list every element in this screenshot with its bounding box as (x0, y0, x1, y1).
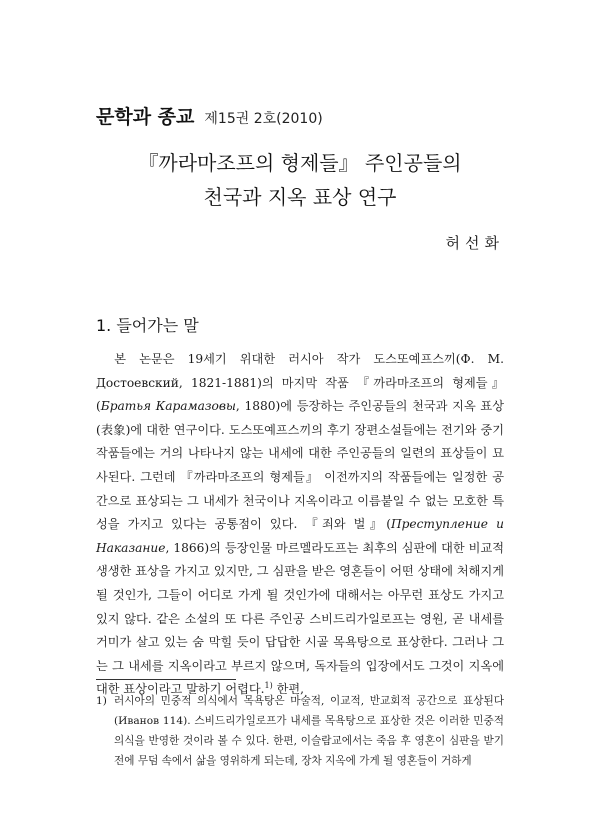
section-heading: 1. 들어가는 말 (96, 316, 199, 335)
body-text-part-a: 본 논문은 19세기 위대한 러시아 작가 도스또예프스끼(Ф. М. Достоевский, 1821-1881)의 마지막 작품 『까라마조프의 형제들』( (96, 352, 504, 414)
work-title-russian: Братья Карамазовы (100, 399, 236, 414)
footnote (96, 691, 504, 771)
footnote-reference[interactable]: 1) (264, 681, 273, 691)
body-text-part-b: , 1880)에 등장하는 주인공들의 천국과 지옥 표상(表象)에 대한 연구이다. 도스또예프스끼의 후기 장편소설들에는 전기와 중기 작품들에는 거의 나타나지 않는 내세에 대한 주인공들의 일련의 표상들이 묘사된다. 그런데 『까라마조프의 형제들』 이전까지의 작품들에는 일정한 공간으로 표상되는 그 내세가 천국이나 지옥이라고 이름붙일 수 없는 모호한 특성을 가지고 있다는 공통점이 있다. 『죄와 벌』( (96, 399, 504, 532)
author-name: 허선화 (445, 234, 504, 252)
footnotes (96, 691, 504, 771)
title-line-1: 『까라마조프의 형제들』 주인공들의 (138, 151, 462, 175)
body-text-part-c: , 1866)의 등장인물 마르멜라도프는 최후의 심판에 대한 비교적 생생한 표상을 가지고 있지만, 그 심판을 받은 영혼들이 어떤 상태에 처해지게 될 것인가, 그들이 어디로 가게 될 것인가에 대해서는 아무런 표상도 가지고 있지 않다. 같은 소설의 또 다른 주인공 스비드리가일로프는 영원, 곧 내세를 거미가 살고 있는 숨 막힐 듯이 답답한 시골 목욕탕으로 표상한다. 그러나 그는 그 내세를 지옥이라고 부르지 않으며, 독자들의 입장에서도 그것이 지옥에 대한 표상이라고 말하기 어렵다. (96, 540, 504, 697)
body-paragraph (96, 348, 504, 702)
title-line-2: 천국과 지옥 표상 연구 (203, 185, 397, 209)
footnote-text: 러시아의 민중적 의식에서 목욕탕은 마술적, 이교적, 반교회적 공간으로 표상된다(Иванов 114). 스비드리가일로프가 내세를 목욕탕으로 표상한 것은 이러한 민중적 의식을 반영한 것이라 볼 수 있다. 한편, 이슬람교에서는 죽음 후 영혼이 심판을 받기 전에 무덤 속에서 삶을 영위하게 되는데, 장차 지옥에 가게 될 영혼들이 거하게 (114, 695, 504, 767)
work-title-russian-2: Преступление и Наказание (96, 517, 504, 555)
body-text-part-d: 한편, (272, 682, 305, 697)
footnote-divider (96, 679, 236, 680)
footnote-number: 1) (96, 695, 107, 707)
body-text (96, 348, 504, 702)
journal-header (96, 102, 323, 129)
journal-logo: 문학과 종교 (96, 106, 195, 128)
paper-title (0, 146, 600, 214)
journal-issue: 제15권 2호(2010) (204, 111, 323, 127)
